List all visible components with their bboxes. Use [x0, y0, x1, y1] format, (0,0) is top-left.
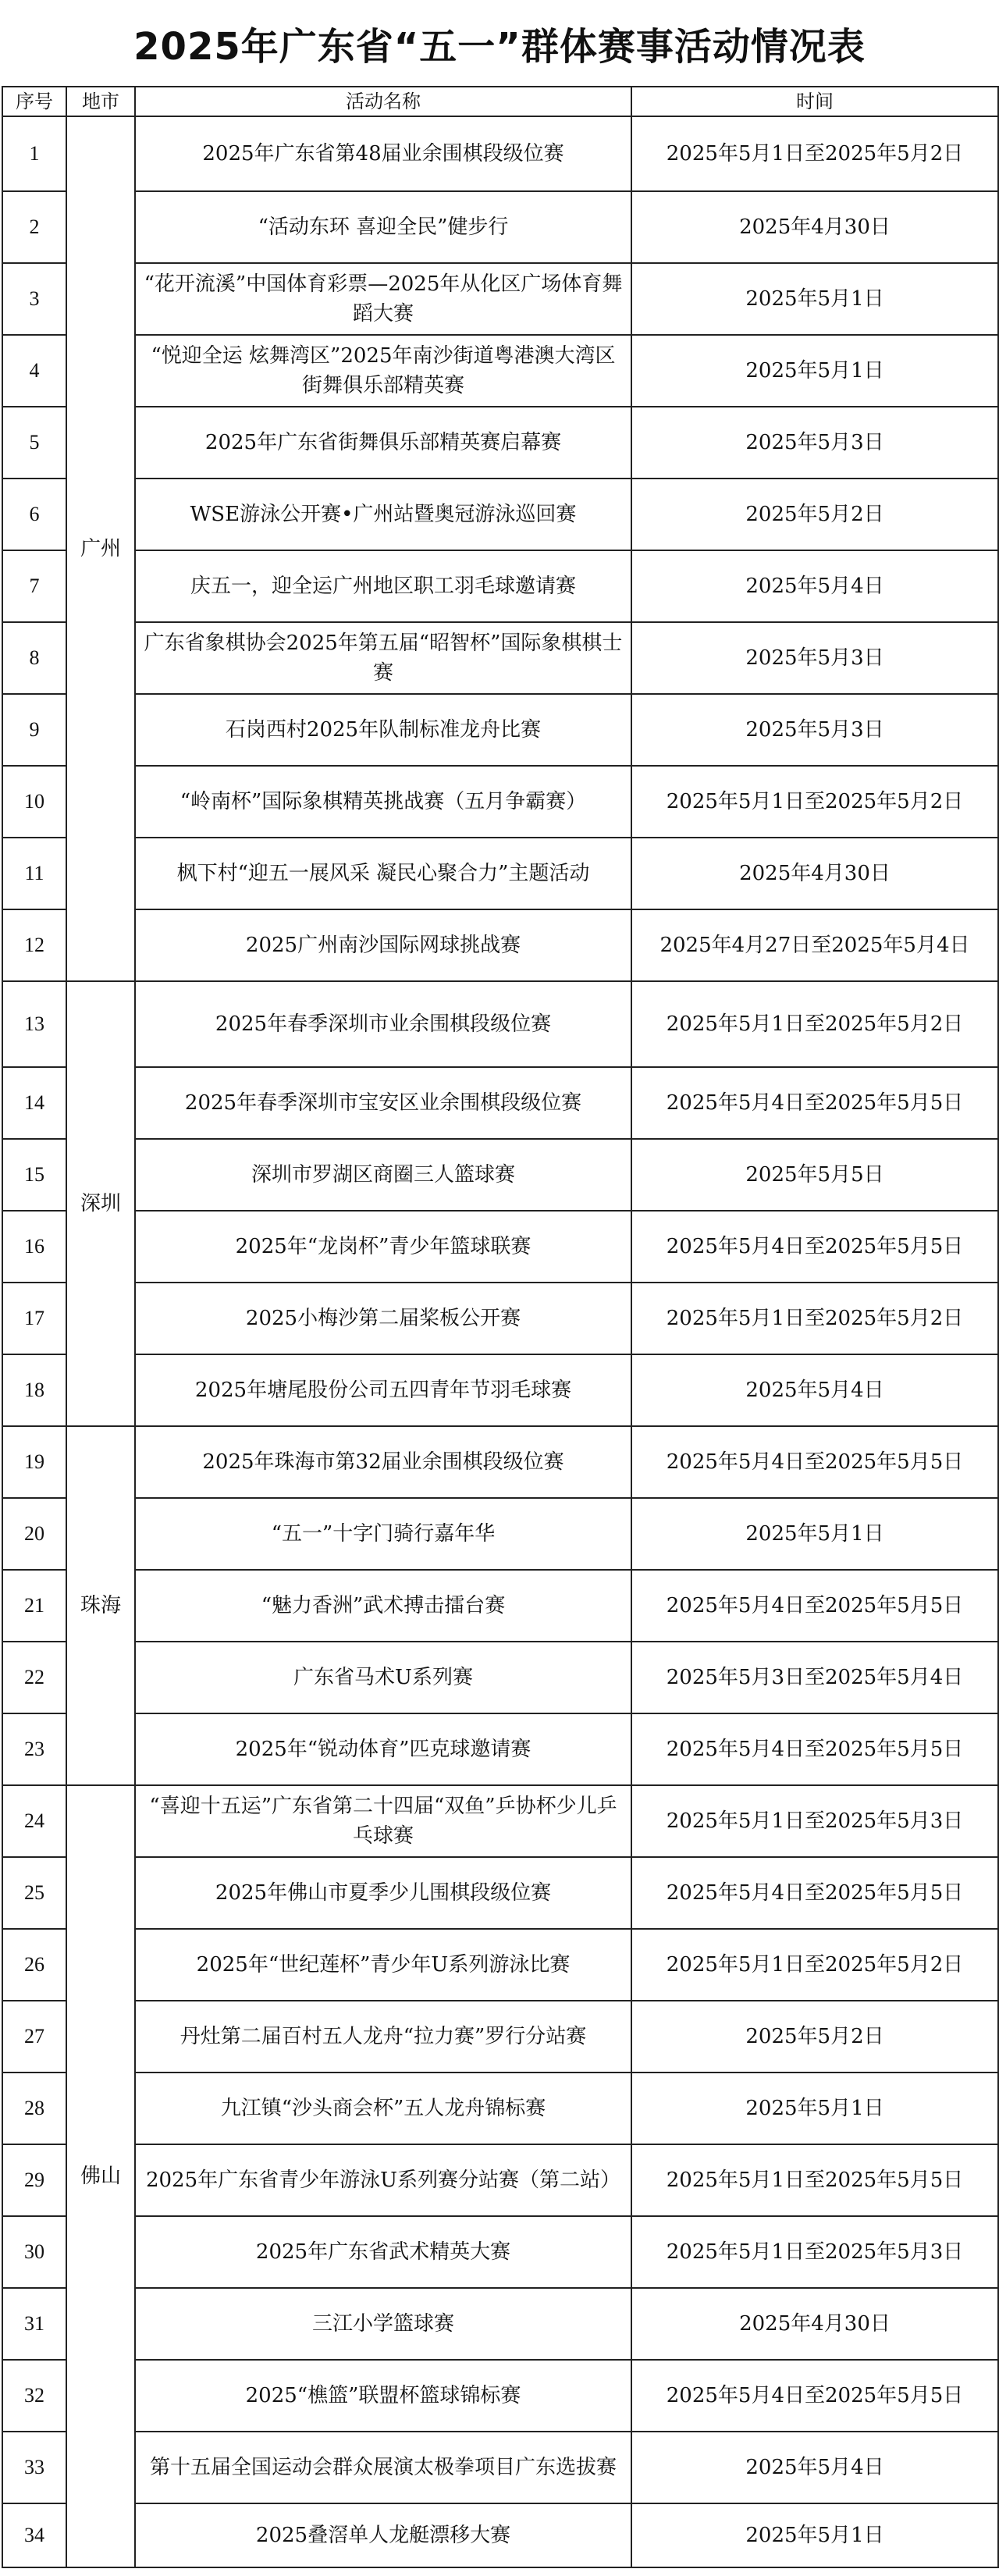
table-row: [2, 1139, 998, 1211]
activity-name-cell: 2025广州南沙国际网球挑战赛: [135, 909, 631, 981]
time-cell: 2025年5月1日至2025年5月2日: [631, 1929, 998, 2001]
time-cell: 2025年5月1日至2025年5月2日: [631, 1283, 998, 1354]
time-cell: 2025年5月4日至2025年5月5日: [631, 1426, 998, 1498]
city-cell: 深圳: [66, 981, 135, 1426]
time-cell: 2025年4月30日: [631, 191, 998, 263]
table-row: [2, 1426, 998, 1498]
activity-name-cell: 2025年“锐动体育”匹克球邀请赛: [135, 1713, 631, 1785]
serial-number-cell: 25: [2, 1857, 66, 1929]
table-row: [2, 1857, 998, 1929]
serial-number-cell: 9: [2, 694, 66, 766]
table-row: [2, 2001, 998, 2073]
activity-name-cell: “岭南杯”国际象棋精英挑战赛（五月争霸赛）: [135, 766, 631, 838]
serial-number-cell: 19: [2, 1426, 66, 1498]
table-header: [2, 87, 998, 116]
activity-name-cell: 石岗西村2025年队制标准龙舟比赛: [135, 694, 631, 766]
serial-number-cell: 13: [2, 981, 66, 1067]
table-row: [2, 2144, 998, 2216]
table-row: [2, 2073, 998, 2144]
table-row: [2, 1929, 998, 2001]
table-row: [2, 1283, 998, 1354]
serial-number-cell: 11: [2, 838, 66, 909]
activity-name-cell: “活动东环 喜迎全民”健步行: [135, 191, 631, 263]
activity-name-cell: 2025年广东省青少年游泳U系列赛分站赛（第二站）: [135, 2144, 631, 2216]
activity-name-cell: “悦迎全运 炫舞湾区”2025年南沙街道粤港澳大湾区街舞俱乐部精英赛: [135, 335, 631, 407]
time-cell: 2025年5月4日至2025年5月5日: [631, 1067, 998, 1139]
serial-number-cell: 2: [2, 191, 66, 263]
table-row: [2, 263, 998, 335]
serial-number-cell: 34: [2, 2503, 66, 2567]
activity-name-cell: 深圳市罗湖区商圈三人篮球赛: [135, 1139, 631, 1211]
activity-name-cell: 丹灶第二届百村五人龙舟“拉力赛”罗行分站赛: [135, 2001, 631, 2073]
serial-number-cell: 6: [2, 479, 66, 550]
activity-name-cell: 九江镇“沙头商会杯”五人龙舟锦标赛: [135, 2073, 631, 2144]
activity-name-cell: 2025年广东省第48届业余围棋段级位赛: [135, 116, 631, 191]
serial-number-cell: 30: [2, 2216, 66, 2288]
table-row: [2, 2288, 998, 2360]
serial-number-cell: 12: [2, 909, 66, 981]
time-cell: 2025年5月3日: [631, 407, 998, 479]
time-cell: 2025年5月1日至2025年5月2日: [631, 981, 998, 1067]
serial-number-cell: 15: [2, 1139, 66, 1211]
time-cell: 2025年5月4日: [631, 550, 998, 622]
time-cell: 2025年5月5日: [631, 1139, 998, 1211]
time-cell: 2025年4月27日至2025年5月4日: [631, 909, 998, 981]
time-cell: 2025年5月4日: [631, 1354, 998, 1426]
activity-name-cell: 枫下村“迎五一展风采 凝民心聚合力”主题活动: [135, 838, 631, 909]
serial-number-cell: 8: [2, 622, 66, 694]
table-row: [2, 766, 998, 838]
table-row: [2, 2432, 998, 2503]
header-city: 地市: [66, 87, 135, 116]
activity-name-cell: 2025“樵篮”联盟杯篮球锦标赛: [135, 2360, 631, 2432]
table-row: [2, 1642, 998, 1713]
activity-name-cell: 2025年“世纪莲杯”青少年U系列游泳比赛: [135, 1929, 631, 2001]
serial-number-cell: 24: [2, 1785, 66, 1857]
city-cell: 佛山: [66, 1785, 135, 2567]
serial-number-cell: 32: [2, 2360, 66, 2432]
activity-name-cell: 2025年广东省武术精英大赛: [135, 2216, 631, 2288]
serial-number-cell: 29: [2, 2144, 66, 2216]
serial-number-cell: 7: [2, 550, 66, 622]
time-cell: 2025年5月4日至2025年5月5日: [631, 2360, 998, 2432]
time-cell: 2025年5月1日至2025年5月2日: [631, 766, 998, 838]
time-cell: 2025年5月1日至2025年5月3日: [631, 2216, 998, 2288]
serial-number-cell: 26: [2, 1929, 66, 2001]
activity-name-cell: 2025小梅沙第二届桨板公开赛: [135, 1283, 631, 1354]
time-cell: 2025年5月4日至2025年5月5日: [631, 1570, 998, 1642]
serial-number-cell: 5: [2, 407, 66, 479]
time-cell: 2025年5月4日至2025年5月5日: [631, 1211, 998, 1283]
activity-name-cell: “五一”十字门骑行嘉年华: [135, 1498, 631, 1570]
city-cell: 珠海: [66, 1426, 135, 1785]
activity-name-cell: 2025年佛山市夏季少儿围棋段级位赛: [135, 1857, 631, 1929]
header-row: [2, 87, 998, 116]
table-row: [2, 2216, 998, 2288]
time-cell: 2025年5月1日至2025年5月5日: [631, 2144, 998, 2216]
header-serial-number: 序号: [2, 87, 66, 116]
time-cell: 2025年5月1日: [631, 2073, 998, 2144]
activity-name-cell: 2025年广东省街舞俱乐部精英赛启幕赛: [135, 407, 631, 479]
serial-number-cell: 18: [2, 1354, 66, 1426]
table-row: [2, 622, 998, 694]
table-row: [2, 1570, 998, 1642]
time-cell: 2025年5月1日至2025年5月2日: [631, 116, 998, 191]
activity-name-cell: “花开流溪”中国体育彩票—2025年从化区广场体育舞蹈大赛: [135, 263, 631, 335]
page-title: 2025年广东省“五一”群体赛事活动情况表: [133, 24, 866, 69]
serial-number-cell: 1: [2, 116, 66, 191]
time-cell: 2025年5月1日: [631, 263, 998, 335]
time-cell: 2025年4月30日: [631, 838, 998, 909]
activity-name-cell: “喜迎十五运”广东省第二十四届“双鱼”乒协杯少儿乒乓球赛: [135, 1785, 631, 1857]
time-cell: 2025年5月3日: [631, 694, 998, 766]
table-row: [2, 1785, 998, 1857]
serial-number-cell: 21: [2, 1570, 66, 1642]
time-cell: 2025年5月4日至2025年5月5日: [631, 1857, 998, 1929]
activity-name-cell: 三江小学篮球赛: [135, 2288, 631, 2360]
serial-number-cell: 27: [2, 2001, 66, 2073]
time-cell: 2025年5月1日: [631, 1498, 998, 1570]
table-body: [2, 116, 998, 2567]
table-row: [2, 550, 998, 622]
time-cell: 2025年5月1日: [631, 2503, 998, 2567]
serial-number-cell: 16: [2, 1211, 66, 1283]
table-row: [2, 1354, 998, 1426]
serial-number-cell: 20: [2, 1498, 66, 1570]
activity-name-cell: 2025年塘尾股份公司五四青年节羽毛球赛: [135, 1354, 631, 1426]
table-row: [2, 335, 998, 407]
table-row: [2, 116, 998, 191]
events-table: [2, 86, 999, 2568]
table-row: [2, 981, 998, 1067]
header-time: 时间: [631, 87, 998, 116]
table-row: [2, 1211, 998, 1283]
time-cell: 2025年5月2日: [631, 2001, 998, 2073]
serial-number-cell: 22: [2, 1642, 66, 1713]
activity-name-cell: 2025叠滘单人龙艇漂移大赛: [135, 2503, 631, 2567]
serial-number-cell: 14: [2, 1067, 66, 1139]
activity-name-cell: 广东省象棋协会2025年第五届“昭智杯”国际象棋棋士赛: [135, 622, 631, 694]
table-row: [2, 1067, 998, 1139]
activity-name-cell: 第十五届全国运动会群众展演太极拳项目广东选拔赛: [135, 2432, 631, 2503]
city-cell: 广州: [66, 116, 135, 981]
time-cell: 2025年5月2日: [631, 479, 998, 550]
table-row: [2, 2360, 998, 2432]
serial-number-cell: 10: [2, 766, 66, 838]
table-row: [2, 1498, 998, 1570]
time-cell: 2025年5月1日至2025年5月3日: [631, 1785, 998, 1857]
serial-number-cell: 17: [2, 1283, 66, 1354]
table-row: [2, 2503, 998, 2567]
activity-name-cell: 广东省马术U系列赛: [135, 1642, 631, 1713]
table-row: [2, 838, 998, 909]
serial-number-cell: 28: [2, 2073, 66, 2144]
header-activity-name: 活动名称: [135, 87, 631, 116]
activity-name-cell: WSE游泳公开赛•广州站暨奥冠游泳巡回赛: [135, 479, 631, 550]
table-row: [2, 191, 998, 263]
time-cell: 2025年4月30日: [631, 2288, 998, 2360]
time-cell: 2025年5月3日至2025年5月4日: [631, 1642, 998, 1713]
serial-number-cell: 33: [2, 2432, 66, 2503]
table-row: [2, 694, 998, 766]
time-cell: 2025年5月4日: [631, 2432, 998, 2503]
table-row: [2, 909, 998, 981]
activity-name-cell: 2025年春季深圳市宝安区业余围棋段级位赛: [135, 1067, 631, 1139]
table-row: [2, 1713, 998, 1785]
table-row: [2, 407, 998, 479]
activity-name-cell: 2025年春季深圳市业余围棋段级位赛: [135, 981, 631, 1067]
time-cell: 2025年5月1日: [631, 335, 998, 407]
table-row: [2, 479, 998, 550]
activity-name-cell: “魅力香洲”武术搏击擂台赛: [135, 1570, 631, 1642]
time-cell: 2025年5月3日: [631, 622, 998, 694]
serial-number-cell: 23: [2, 1713, 66, 1785]
serial-number-cell: 4: [2, 335, 66, 407]
time-cell: 2025年5月4日至2025年5月5日: [631, 1713, 998, 1785]
activity-name-cell: 2025年“龙岗杯”青少年篮球联赛: [135, 1211, 631, 1283]
activity-name-cell: 庆五一，迎全运广州地区职工羽毛球邀请赛: [135, 550, 631, 622]
serial-number-cell: 3: [2, 263, 66, 335]
activity-name-cell: 2025年珠海市第32届业余围棋段级位赛: [135, 1426, 631, 1498]
serial-number-cell: 31: [2, 2288, 66, 2360]
